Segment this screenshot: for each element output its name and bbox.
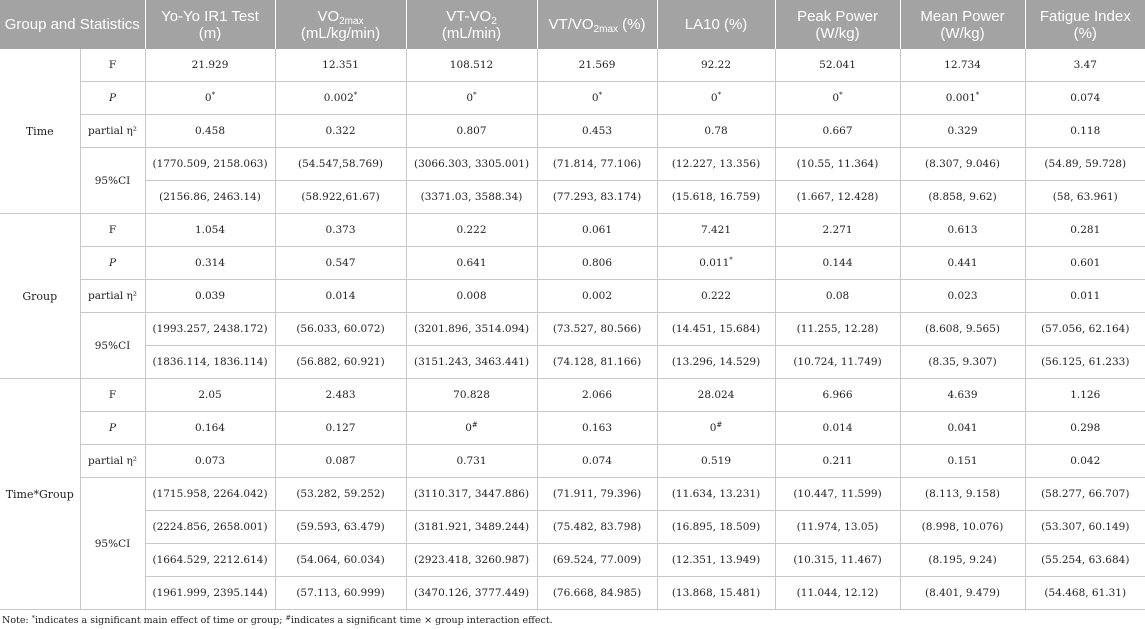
col-header-vt-vo2: $VT-VO_2$ (mL/min)	[406, 0, 537, 49]
value-cell: (12.351, 13.949)	[657, 544, 775, 577]
value-cell: (74.128, 81.166)	[537, 346, 657, 379]
value-cell: 0.373	[275, 214, 406, 247]
value-cell: (3066.303, 3305.001)	[406, 148, 537, 181]
col-header-group: Group and Statistics	[0, 0, 145, 49]
significance-mark: *	[717, 91, 722, 99]
value-cell: 0.78	[657, 115, 775, 148]
stat-label: partial η²	[80, 115, 145, 148]
value-cell: 0.001*	[900, 82, 1025, 115]
value-cell: 0.222	[406, 214, 537, 247]
value-cell: 12.734	[900, 49, 1025, 82]
value-cell: 0.039	[145, 280, 275, 313]
value-cell: (75.482, 83.798)	[537, 511, 657, 544]
value-cell: (8.998, 10.076)	[900, 511, 1025, 544]
value-cell: 0.041	[900, 412, 1025, 445]
stat-label: 95%CI	[80, 478, 145, 610]
value-cell: 0.074	[537, 445, 657, 478]
value-cell: (15.618, 16.759)	[657, 181, 775, 214]
value-cell: 0.613	[900, 214, 1025, 247]
table-body	[0, 49, 1145, 610]
value-cell: 1.126	[1025, 379, 1145, 412]
col-header-vt-vo2max: $VT/VO_{2max}$ (%)	[537, 0, 657, 49]
stat-label: P	[80, 247, 145, 280]
table-row	[0, 214, 1145, 247]
value-cell: 1.054	[145, 214, 275, 247]
value-cell: (56.125, 61.233)	[1025, 346, 1145, 379]
value-cell: 6.966	[775, 379, 900, 412]
value-cell: 0.008	[406, 280, 537, 313]
value-cell: (55.254, 63.684)	[1025, 544, 1145, 577]
value-cell: (10.724, 11.749)	[775, 346, 900, 379]
value-cell: (3110.317, 3447.886)	[406, 478, 537, 511]
value-cell: 0.002*	[275, 82, 406, 115]
value-cell: (11.255, 12.28)	[775, 313, 900, 346]
value-cell: (57.113, 60.999)	[275, 577, 406, 610]
group-label-group: Group	[0, 214, 80, 379]
stat-label: 95%CI	[80, 313, 145, 379]
value-cell: 0.087	[275, 445, 406, 478]
col-header-yoyo: Yo-Yo IR1 Test (m)	[145, 0, 275, 49]
value-cell: 0.806	[537, 247, 657, 280]
value-cell: 7.421	[657, 214, 775, 247]
value-cell: 0.074	[1025, 82, 1145, 115]
value-cell: 0.329	[900, 115, 1025, 148]
value-cell: (1836.114, 1836.114)	[145, 346, 275, 379]
table-row	[0, 115, 1145, 148]
table-note: Note: *indicates a significant main effect of time or group; #indicates a significant time × group interaction effect.	[2, 614, 553, 626]
stat-label: partial η²	[80, 445, 145, 478]
value-cell: 0.127	[275, 412, 406, 445]
value-cell: (1.667, 12.428)	[775, 181, 900, 214]
group-label-time: Time	[0, 49, 80, 214]
value-cell: (76.668, 84.985)	[537, 577, 657, 610]
value-cell: 0#	[657, 412, 775, 445]
value-cell: 2.483	[275, 379, 406, 412]
value-cell: (11.044, 12.12)	[775, 577, 900, 610]
value-cell: 2.271	[775, 214, 900, 247]
table-row	[0, 346, 1145, 379]
value-cell: (10.447, 11.599)	[775, 478, 900, 511]
significance-mark: #	[716, 421, 723, 429]
value-cell: (2156.86, 2463.14)	[145, 181, 275, 214]
value-cell: (12.227, 13.356)	[657, 148, 775, 181]
value-cell: 0.014	[775, 412, 900, 445]
value-cell: (1715.958, 2264.042)	[145, 478, 275, 511]
value-cell: 0.731	[406, 445, 537, 478]
value-cell: (1993.257, 2438.172)	[145, 313, 275, 346]
value-cell: 21.569	[537, 49, 657, 82]
value-cell: 0.011*	[657, 247, 775, 280]
table-row	[0, 511, 1145, 544]
value-cell: 3.47	[1025, 49, 1145, 82]
stat-label: 95%CI	[80, 148, 145, 214]
stat-label: partial η²	[80, 280, 145, 313]
value-cell: 0.061	[537, 214, 657, 247]
table-row	[0, 148, 1145, 181]
table-row	[0, 247, 1145, 280]
stat-label: F	[80, 49, 145, 82]
col-header-vo2max: $VO_{2max}$ (mL/kg/min)	[275, 0, 406, 49]
value-cell: 0.441	[900, 247, 1025, 280]
value-cell: (59.593, 63.479)	[275, 511, 406, 544]
value-cell: 0.281	[1025, 214, 1145, 247]
value-cell: 0*	[406, 82, 537, 115]
value-cell: (58.277, 66.707)	[1025, 478, 1145, 511]
table-row	[0, 544, 1145, 577]
value-cell: (8.401, 9.479)	[900, 577, 1025, 610]
table-row	[0, 445, 1145, 478]
value-cell: (53.282, 59.252)	[275, 478, 406, 511]
value-cell: (77.293, 83.174)	[537, 181, 657, 214]
value-cell: 0.042	[1025, 445, 1145, 478]
col-header-mean-power: Mean Power (W/kg)	[900, 0, 1025, 49]
value-cell: 0.807	[406, 115, 537, 148]
value-cell: 4.639	[900, 379, 1025, 412]
value-cell: (16.895, 18.509)	[657, 511, 775, 544]
value-cell: 0.211	[775, 445, 900, 478]
stat-label: F	[80, 379, 145, 412]
col-header-peak-power: Peak Power (W/kg)	[775, 0, 900, 49]
value-cell: (10.315, 11.467)	[775, 544, 900, 577]
value-cell: (1664.529, 2212.614)	[145, 544, 275, 577]
value-cell: 0.144	[775, 247, 900, 280]
significance-mark: *	[839, 91, 843, 99]
value-cell: (2224.856, 2658.001)	[145, 511, 275, 544]
col-header-fatigue-index: Fatigue Index (%)	[1025, 0, 1145, 49]
group-label-time-group: Time*Group	[0, 379, 80, 610]
value-cell: 0*	[537, 82, 657, 115]
value-cell: (3201.896, 3514.094)	[406, 313, 537, 346]
table-row	[0, 49, 1145, 82]
value-cell: (58.922,61.67)	[275, 181, 406, 214]
significance-mark: *	[211, 91, 216, 99]
value-cell: (73.527, 80.566)	[537, 313, 657, 346]
table-row	[0, 412, 1145, 445]
value-cell: (71.911, 79.396)	[537, 478, 657, 511]
table-row	[0, 313, 1145, 346]
value-cell: (71.814, 77.106)	[537, 148, 657, 181]
value-cell: 0.601	[1025, 247, 1145, 280]
value-cell: 0.014	[275, 280, 406, 313]
value-cell: (13.868, 15.481)	[657, 577, 775, 610]
value-cell: 0*	[657, 82, 775, 115]
value-cell: (1770.509, 2158.063)	[145, 148, 275, 181]
value-cell: 2.066	[537, 379, 657, 412]
value-cell: 2.05	[145, 379, 275, 412]
col-header-la10: LA10 (%)	[657, 0, 775, 49]
significance-mark: *	[975, 91, 980, 99]
value-cell: (56.882, 60.921)	[275, 346, 406, 379]
value-cell: (54.468, 61.31)	[1025, 577, 1145, 610]
value-cell: (3151.243, 3463.441)	[406, 346, 537, 379]
table-row	[0, 181, 1145, 214]
value-cell: 0#	[406, 412, 537, 445]
table-row	[0, 379, 1145, 412]
value-cell: 0.011	[1025, 280, 1145, 313]
value-cell: (2923.418, 3260.987)	[406, 544, 537, 577]
value-cell: (58, 63.961)	[1025, 181, 1145, 214]
value-cell: 21.929	[145, 49, 275, 82]
value-cell: (56.033, 60.072)	[275, 313, 406, 346]
value-cell: (11.974, 13.05)	[775, 511, 900, 544]
value-cell: 92.22	[657, 49, 775, 82]
value-cell: 0.314	[145, 247, 275, 280]
significance-mark: *	[729, 256, 733, 264]
value-cell: 0.519	[657, 445, 775, 478]
table-row	[0, 577, 1145, 610]
significance-mark: *	[353, 91, 358, 99]
stat-label: F	[80, 214, 145, 247]
value-cell: (10.55, 11.364)	[775, 148, 900, 181]
table-row	[0, 280, 1145, 313]
value-cell: (1961.999, 2395.144)	[145, 577, 275, 610]
stat-label: P	[80, 412, 145, 445]
value-cell: 0.641	[406, 247, 537, 280]
value-cell: 0.118	[1025, 115, 1145, 148]
table-row	[0, 478, 1145, 511]
value-cell: (8.608, 9.565)	[900, 313, 1025, 346]
value-cell: (8.35, 9.307)	[900, 346, 1025, 379]
value-cell: 28.024	[657, 379, 775, 412]
value-cell: (8.307, 9.046)	[900, 148, 1025, 181]
value-cell: 0.023	[900, 280, 1025, 313]
value-cell: (54.89, 59.728)	[1025, 148, 1145, 181]
value-cell: 52.041	[775, 49, 900, 82]
value-cell: (3470.126, 3777.449)	[406, 577, 537, 610]
value-cell: (13.296, 14.529)	[657, 346, 775, 379]
value-cell: 0.073	[145, 445, 275, 478]
value-cell: (57.056, 62.164)	[1025, 313, 1145, 346]
stat-label: P	[80, 82, 145, 115]
value-cell: 0.164	[145, 412, 275, 445]
significance-mark: *	[473, 91, 477, 99]
value-cell: 70.828	[406, 379, 537, 412]
value-cell: 0.322	[275, 115, 406, 148]
value-cell: (54.547,58.769)	[275, 148, 406, 181]
value-cell: (3371.03, 3588.34)	[406, 181, 537, 214]
value-cell: 0.298	[1025, 412, 1145, 445]
value-cell: 12.351	[275, 49, 406, 82]
value-cell: (3181.921, 3489.244)	[406, 511, 537, 544]
header-row	[0, 0, 1145, 49]
value-cell: 0.163	[537, 412, 657, 445]
value-cell: (69.524, 77.009)	[537, 544, 657, 577]
value-cell: 0.002	[537, 280, 657, 313]
value-cell: (11.634, 13.231)	[657, 478, 775, 511]
value-cell: 0*	[775, 82, 900, 115]
value-cell: 0.08	[775, 280, 900, 313]
value-cell: 0.222	[657, 280, 775, 313]
significance-mark: #	[471, 421, 478, 429]
value-cell: 108.512	[406, 49, 537, 82]
value-cell: 0.667	[775, 115, 900, 148]
value-cell: 0.547	[275, 247, 406, 280]
value-cell: (8.113, 9.158)	[900, 478, 1025, 511]
value-cell: 0*	[145, 82, 275, 115]
value-cell: 0.458	[145, 115, 275, 148]
table-row	[0, 82, 1145, 115]
value-cell: 0.453	[537, 115, 657, 148]
value-cell: (54.064, 60.034)	[275, 544, 406, 577]
value-cell: (8.195, 9.24)	[900, 544, 1025, 577]
value-cell: (14.451, 15.684)	[657, 313, 775, 346]
value-cell: 0.151	[900, 445, 1025, 478]
value-cell: (8.858, 9.62)	[900, 181, 1025, 214]
significance-mark: *	[598, 91, 603, 99]
value-cell: (53.307, 60.149)	[1025, 511, 1145, 544]
